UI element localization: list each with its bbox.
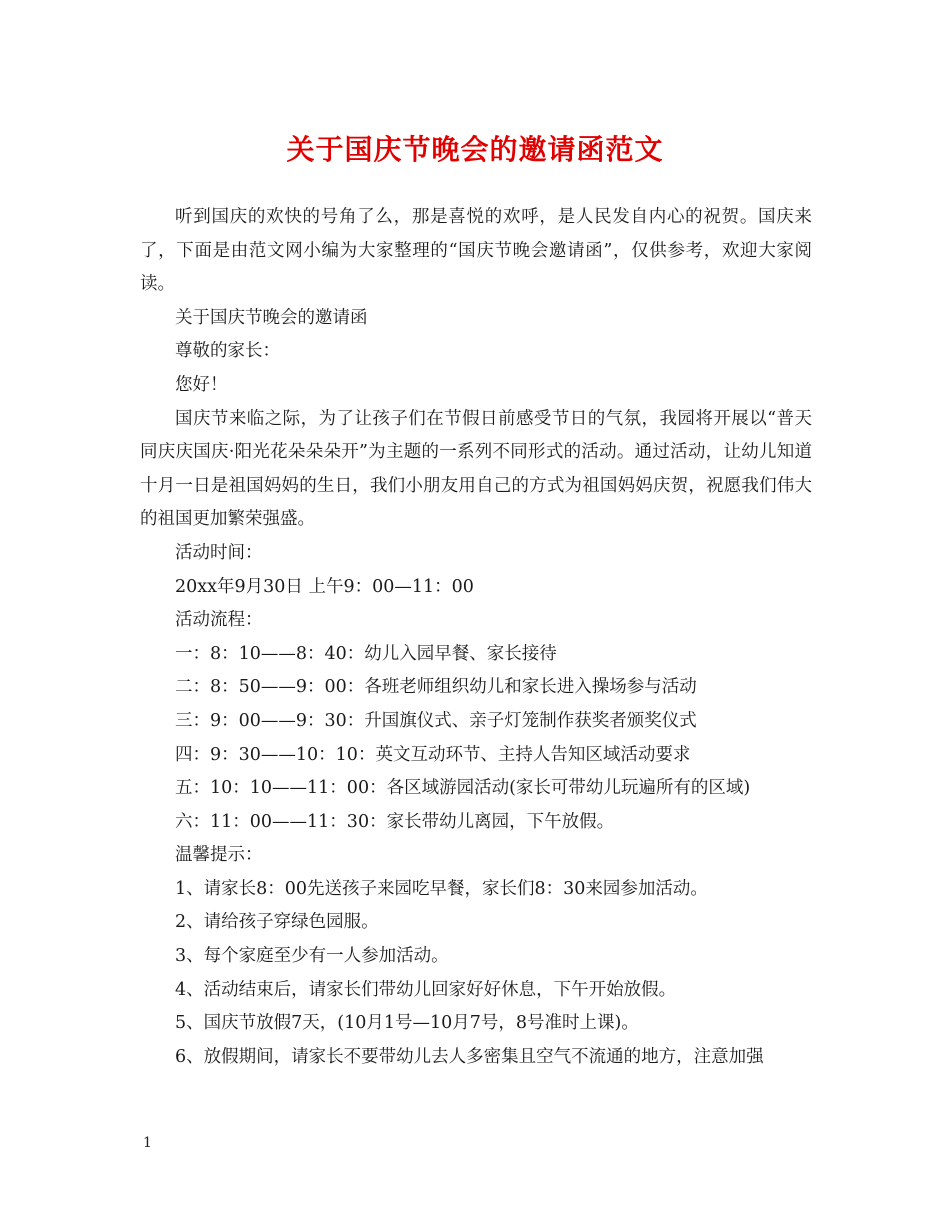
paragraph: 温馨提示： — [175, 845, 263, 866]
paragraph: 国庆节来临之际，为了让孩子们在节假日前感受节日的气氛，我园将开展以“普天同庆庆国庆·阳光花朵朵朵开”为主题的一系列不同形式的活动。通过活动，让幼儿知道十月一日是祖国妈妈的生日，我们小朋友用自己的方式为祖国妈妈庆贺，祝愿我们伟大的祖国更加繁荣强盛。 — [140, 408, 812, 530]
page-number: 1 — [143, 1135, 152, 1151]
document-body — [140, 201, 812, 1074]
paragraph: 4、活动结束后，请家长们带幼儿回家好好休息，下午开始放假。 — [175, 979, 677, 1000]
paragraph: 三：9：00——9：30：升国旗仪式、亲子灯笼制作获奖者颁奖仪式 — [175, 710, 697, 731]
paragraph: 活动流程： — [175, 610, 263, 631]
paragraph: 2、请给孩子穿绿色园服。 — [175, 912, 379, 933]
paragraph: 3、每个家庭至少有一人参加活动。 — [175, 946, 449, 967]
paragraph: 尊敬的家长： — [175, 341, 280, 362]
paragraph: 六：11：00——11：30：家长带幼儿离园，下午放假。 — [175, 811, 615, 832]
paragraph: 6、放假期间，请家长不要带幼儿去人多密集且空气不流通的地方，注意加强 — [175, 1046, 764, 1067]
paragraph: 1、请家长8：00先送孩子来园吃早餐，家长们8：30来园参加活动。 — [175, 878, 708, 899]
paragraph: 活动时间： — [175, 542, 263, 563]
paragraph: 五：10：10——11：00：各区域游园活动(家长可带幼儿玩遍所有的区域) — [175, 778, 751, 799]
paragraph: 听到国庆的欢快的号角了么，那是喜悦的欢呼，是人民发自内心的祝贺。国庆来了，下面是由范文网小编为大家整理的“国庆节晚会邀请函”，仅供参考，欢迎大家阅读。 — [140, 207, 812, 295]
paragraph: 20xx年9月30日 上午9：00—11：00 — [175, 576, 474, 597]
paragraph: 一：8：10——8：40：幼儿入园早餐、家长接待 — [175, 643, 557, 664]
paragraph: 您好！ — [175, 374, 228, 395]
paragraph: 关于国庆节晚会的邀请函 — [175, 307, 368, 328]
paragraph: 四：9：30——10：10：英文互动环节、主持人告知区域活动要求 — [175, 744, 691, 765]
document-title: 关于国庆节晚会的邀请函范文 — [286, 133, 664, 166]
paragraph: 5、国庆节放假7天，(10月1号—10月7号，8号准时上课)。 — [175, 1013, 639, 1034]
paragraph: 二：8：50——9：00：各班老师组织幼儿和家长进入操场参与活动 — [175, 677, 697, 698]
